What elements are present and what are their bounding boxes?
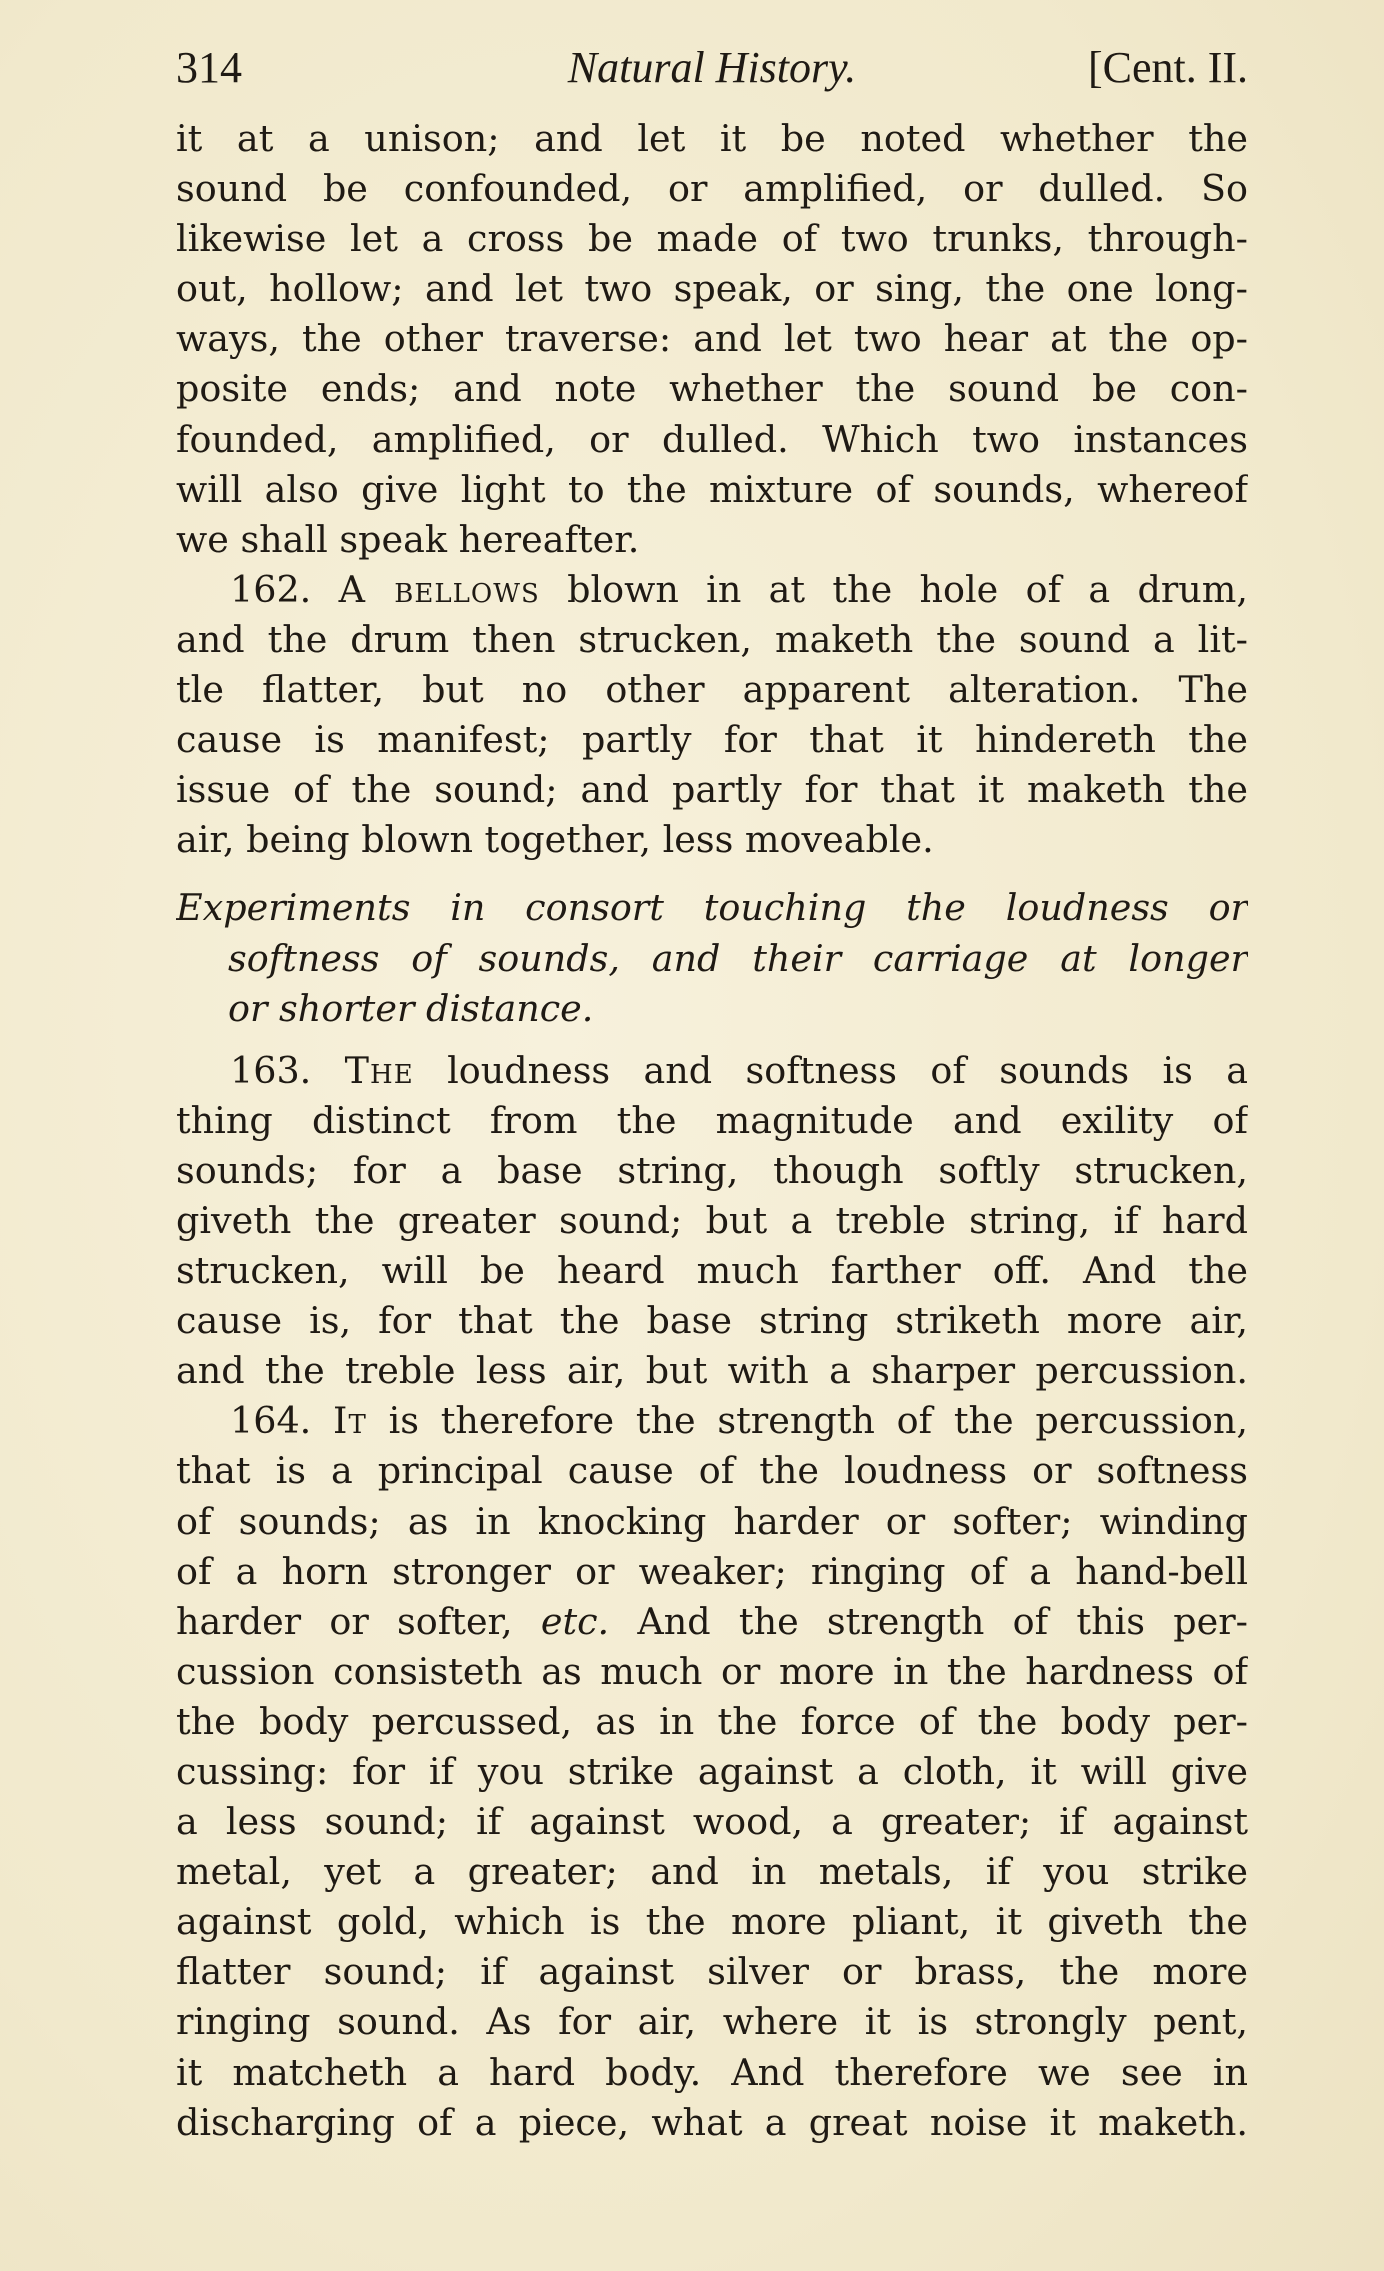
running-title: Natural History. — [567, 43, 857, 92]
first-line-text: loudness and softness of sounds is a — [447, 1048, 1248, 1092]
first-line-text: is therefore the strength of the percussion, — [388, 1399, 1248, 1443]
text-line: metal, yet a greater; and in metals, if you strike — [176, 1850, 1248, 1894]
text-line: we shall speak hereafter. — [176, 517, 640, 561]
text-line: and the treble less air, but with a sharper percussion. — [176, 1349, 1248, 1393]
lead-word: A bellows — [338, 567, 540, 611]
heading-line: softness of sounds, and their carriage at longer — [228, 936, 1248, 980]
text-line: harder or softer, etc. And the strength of this per- — [176, 1599, 1248, 1643]
paragraph-164 — [176, 1396, 1248, 2147]
text-line: likewise let a cross be made of two trunks, through- — [176, 217, 1248, 261]
paragraph-first-line — [176, 1396, 1248, 1446]
text-line: a less sound; if against wood, a greater; if against — [176, 1800, 1248, 1844]
text-line: thing distinct from the magnitude and exility of — [176, 1098, 1248, 1142]
heading-line: Experiments in consort touching the loudness or — [176, 886, 1248, 930]
paragraph-163 — [176, 1046, 1248, 1397]
text-line: of a horn stronger or weaker; ringing of a hand-bell — [176, 1549, 1248, 1593]
text-line: giveth the greater sound; but a treble string, if hard — [176, 1198, 1248, 1242]
text-line: cussing: for if you strike against a cloth, it will give — [176, 1750, 1248, 1793]
text-line: cussion consisteth as much or more in the hardness of — [176, 1649, 1248, 1693]
section-heading — [176, 883, 1248, 1033]
paragraph-intro — [176, 114, 1248, 565]
paragraph-first-line — [176, 565, 1248, 615]
text-line: cause is, for that the base string striketh more air, — [176, 1299, 1248, 1343]
text-line: ways, the other traverse: and let two hear at the op- — [176, 317, 1248, 361]
italic-abbreviation: etc. — [540, 1599, 610, 1643]
heading-line: or shorter distance. — [228, 986, 594, 1030]
text-line: cause is manifest; partly for that it hindereth the — [176, 718, 1248, 762]
text-line: discharging of a piece, what a great noise it maketh. — [176, 2100, 1248, 2144]
text-line: of sounds; as in knocking harder or softer; winding — [176, 1499, 1248, 1543]
paragraph-number: 164. — [230, 1399, 312, 1443]
text-line: posite ends; and note whether the sound be con- — [176, 367, 1248, 411]
lead-word: The — [344, 1048, 414, 1092]
paragraph-number: 163. — [230, 1048, 312, 1092]
text-line: out, hollow; and let two speak, or sing, the one long- — [176, 267, 1248, 311]
body-text — [176, 114, 1248, 2148]
page-number: 314 — [176, 43, 242, 92]
paragraph-number: 162. — [230, 567, 312, 611]
text-line: sounds; for a base string, though softly strucken, — [176, 1148, 1248, 1192]
text-line: will also give light to the mixture of sounds, whereof — [176, 467, 1248, 511]
text-line: sound be confounded, or amplified, or dulled. So — [176, 167, 1248, 211]
text-line: tle flatter, but no other apparent alteration. The — [176, 668, 1248, 712]
text-line: against gold, which is the more pliant, it giveth the — [176, 1900, 1248, 1944]
text-line: and the drum then strucken, maketh the sound a lit- — [176, 617, 1248, 661]
text-line: flatter sound; if against silver or brass, the more — [176, 1950, 1248, 1994]
text-line: strucken, will be heard much farther off. And the — [176, 1249, 1248, 1293]
text-line: air, being blown together, less moveable. — [176, 818, 934, 862]
section-marker: [Cent. II. — [1087, 43, 1248, 92]
text-line: the body percussed, as in the force of the body per- — [176, 1699, 1248, 1743]
text-line: founded, amplified, or dulled. Which two instances — [176, 417, 1248, 461]
first-line-text: blown in at the hole of a drum, — [567, 567, 1248, 611]
paragraph-162 — [176, 565, 1248, 866]
lead-word: It — [333, 1399, 367, 1443]
paragraph-first-line — [176, 1046, 1248, 1096]
text-line: it matcheth a hard body. And therefore we see in — [176, 2050, 1248, 2094]
running-header — [176, 38, 1248, 98]
text-line: ringing sound. As for air, where it is strongly pent, — [176, 2000, 1248, 2044]
text-line: issue of the sound; and partly for that it maketh the — [176, 768, 1248, 812]
text-line: that is a principal cause of the loudness or softness — [176, 1449, 1248, 1493]
text-line: it at a unison; and let it be noted whether the — [176, 117, 1248, 160]
